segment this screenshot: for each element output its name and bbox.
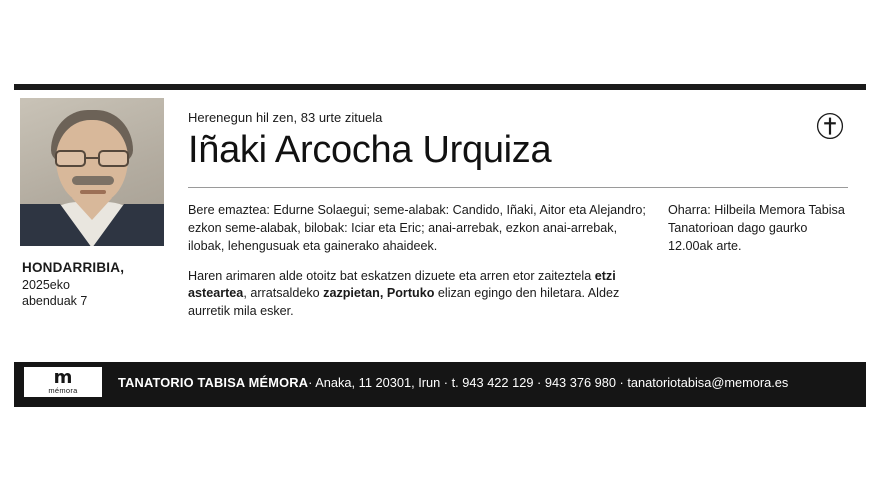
glasses-bridge xyxy=(86,157,98,159)
obituary-notice-card xyxy=(14,84,866,331)
left-column xyxy=(14,90,166,331)
deceased-name: Iñaki Arcocha Urquiza xyxy=(188,129,552,171)
portrait-mouth xyxy=(80,190,106,194)
portrait-moustache xyxy=(72,176,114,185)
funeral-day-bold: etzi asteartea xyxy=(188,268,616,301)
christian-cross-icon xyxy=(816,112,844,140)
death-announcement-line: Herenegun hil zen, 83 urte zituela xyxy=(188,110,383,125)
funeral-text-1: Haren arimaren alde otoitz bat eskatzen dizuete eta arren etor zaiteztela xyxy=(188,268,595,283)
memora-logo xyxy=(24,367,102,397)
footer-contact-line xyxy=(118,375,788,390)
family-text-column xyxy=(188,202,648,321)
glasses-right-lens xyxy=(98,150,129,167)
divider-rule xyxy=(188,187,848,188)
footer-bar xyxy=(14,362,866,402)
date-line-year: 2025eko xyxy=(22,277,70,292)
funeral-text-2: , arratsaldeko xyxy=(243,286,324,301)
town-label: HONDARRIBIA, xyxy=(22,260,125,275)
date-line-day: abenduak 7 xyxy=(22,294,88,309)
funeral-text-3: elizan egingo den hiletara. Aldez aurretik mila esker. xyxy=(188,286,620,319)
notice-body xyxy=(14,90,866,331)
footer-address: · Anaka, 11 20301, Irun · t. 943 422 129 · 943 376 980 · xyxy=(308,374,624,390)
portrait-glasses xyxy=(53,150,131,168)
family-paragraph: Bere emaztea: Edurne Solaegui; seme-alabak: Candido, Iñaki, Aitor eta Alejandro; ezkon seme-alabak, bilobak: Iciar eta Eric; anai-arrebak, ezkon anai-arrebak, ilobak, lehengusuak eta gainerako ahaideek. xyxy=(188,202,646,253)
memora-logo-mark: m xyxy=(53,366,73,388)
glasses-left-lens xyxy=(55,150,86,167)
funeral-time-place-bold: zazpietan, Portuko xyxy=(323,286,435,301)
wake-note: Oharra: Hilbeila Memora Tabisa Tanatorioan dago gaurko 12.00ak arte. xyxy=(668,202,845,253)
memora-logo-word: mémora xyxy=(48,385,78,395)
footer-facility-name: TANATORIO TABISA MÉMORA xyxy=(118,374,309,390)
funeral-paragraph xyxy=(188,268,648,322)
footer-email[interactable]: tanatoriotabisa@memora.es xyxy=(627,374,789,390)
left-metadata xyxy=(20,246,166,309)
right-column xyxy=(166,90,866,331)
text-columns xyxy=(188,202,848,321)
bottom-rule xyxy=(14,402,866,407)
portrait-photo xyxy=(20,98,164,246)
